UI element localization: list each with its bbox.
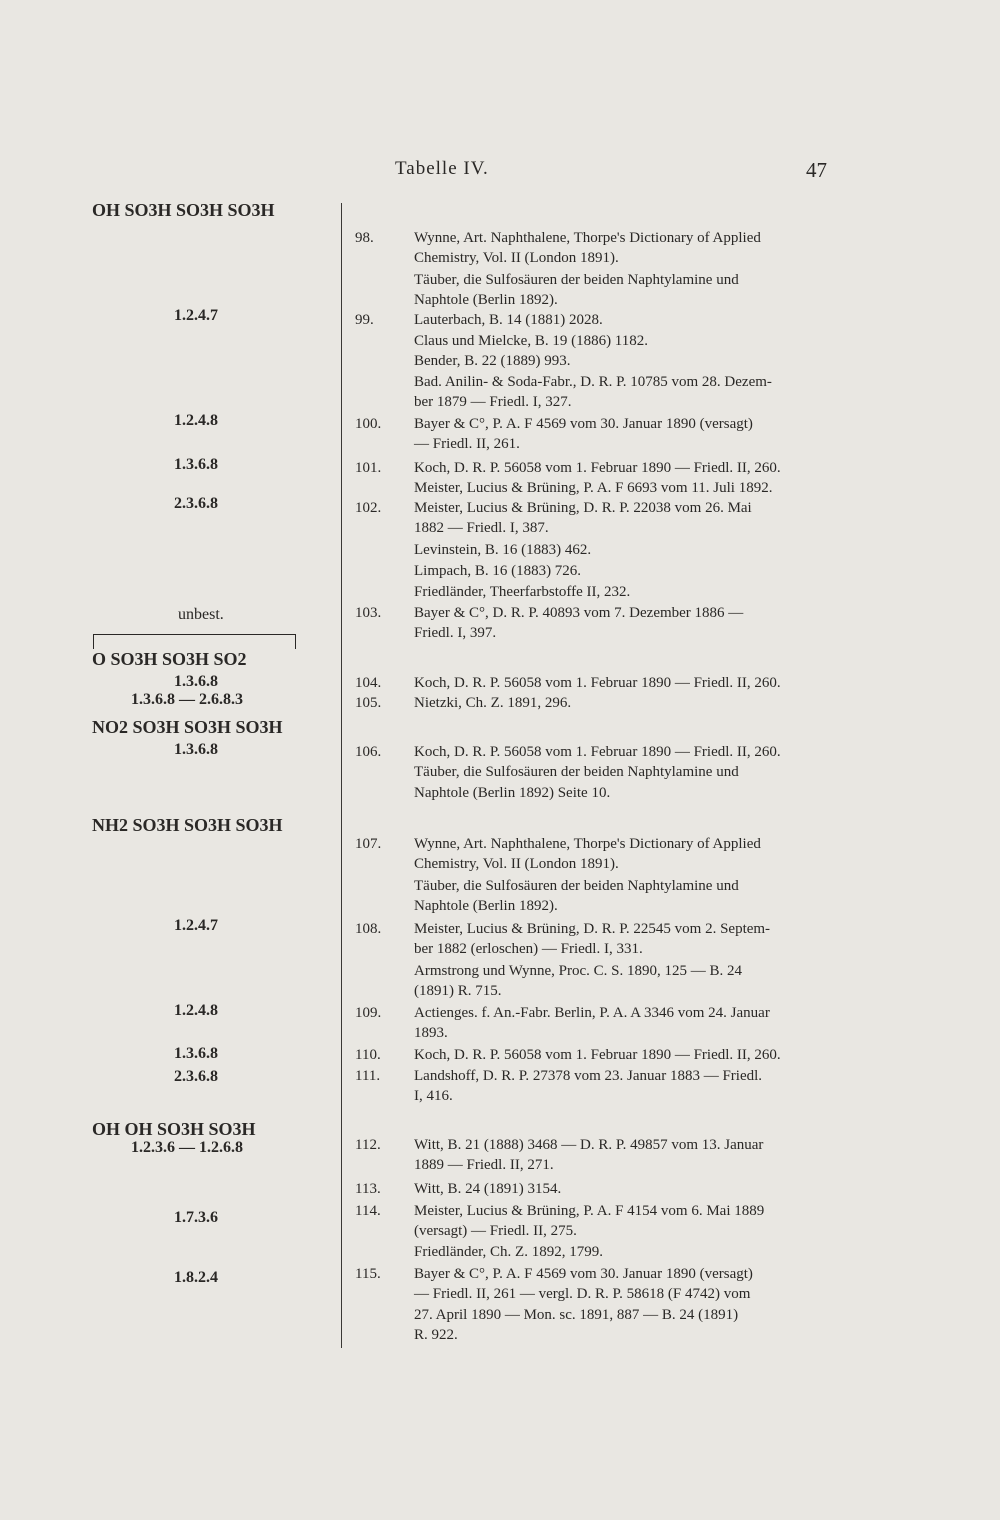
running-header-title: Tabelle IV. bbox=[395, 158, 489, 179]
reference-text: Bayer & C°, P. A. F 4569 vom 30. Januar 1890 (versagt) bbox=[414, 1266, 753, 1282]
reference-line bbox=[355, 310, 603, 330]
reference-text: Nietzki, Ch. Z. 1891, 296. bbox=[414, 695, 572, 711]
reference-line bbox=[355, 693, 571, 713]
reference-text: Täuber, die Sulfosäuren der beiden Naphtylamine und bbox=[414, 764, 739, 780]
left-entry: 1.3.6.8 bbox=[174, 673, 218, 690]
reference-text: Meister, Lucius & Brüning, D. R. P. 22545 vom 2. Septem- bbox=[414, 921, 771, 937]
left-entry: 2.3.6.8 bbox=[174, 495, 218, 512]
left-entry: 1.2.4.8 bbox=[174, 412, 218, 429]
reference-line bbox=[355, 351, 570, 371]
reference-text: Bayer & C°, P. A. F 4569 vom 30. Januar 1890 (versagt) bbox=[414, 416, 753, 432]
reference-text: — Friedl. II, 261 — vergl. D. R. P. 58618 (F 4742) vom bbox=[414, 1286, 751, 1302]
left-entry: OH OH SO3H SO3H bbox=[92, 1119, 256, 1139]
reference-line bbox=[355, 1066, 762, 1086]
left-entry: 1.3.6.8 bbox=[174, 741, 218, 758]
reference-line bbox=[355, 582, 630, 602]
left-entry: 2.3.6.8 bbox=[174, 1068, 218, 1085]
reference-text: Landshoff, D. R. P. 27378 vom 23. Januar 1883 — Friedl. bbox=[414, 1068, 763, 1084]
reference-text: — Friedl. II, 261. bbox=[414, 436, 520, 452]
reference-line bbox=[355, 372, 772, 392]
reference-text: Täuber, die Sulfosäuren der beiden Naphtylamine und bbox=[414, 878, 739, 894]
left-entry: 1.2.4.7 bbox=[174, 917, 218, 934]
left-entry: NH2 SO3H SO3H SO3H bbox=[92, 815, 283, 835]
left-entry: 1.7.3.6 bbox=[174, 1209, 218, 1226]
reference-text: Lauterbach, B. 14 (1881) 2028. bbox=[414, 312, 603, 328]
reference-line bbox=[355, 1086, 453, 1106]
reference-line bbox=[355, 623, 496, 643]
reference-text: Wynne, Art. Naphthalene, Thorpe's Dictionary of Applied bbox=[414, 836, 761, 852]
reference-line bbox=[355, 673, 781, 693]
reference-text: Friedländer, Theerfarbstoffe II, 232. bbox=[414, 584, 631, 600]
reference-line bbox=[355, 762, 739, 782]
reference-text: ber 1879 — Friedl. I, 327. bbox=[414, 394, 572, 410]
reference-line bbox=[355, 876, 739, 896]
reference-line bbox=[355, 1135, 763, 1155]
reference-text: Chemistry, Vol. II (London 1891). bbox=[414, 250, 619, 266]
reference-text: 27. April 1890 — Mon. sc. 1891, 887 — B. 24 (1891) bbox=[414, 1307, 739, 1323]
reference-text: (1891) R. 715. bbox=[414, 983, 502, 999]
reference-line bbox=[355, 1264, 753, 1284]
reference-line bbox=[355, 1325, 458, 1345]
reference-number: 102. bbox=[355, 500, 382, 516]
reference-line bbox=[355, 434, 520, 454]
left-entry: O SO3H SO3H SO2 bbox=[92, 649, 247, 669]
reference-text: Koch, D. R. P. 56058 vom 1. Februar 1890 — Friedl. II, 260. bbox=[414, 1047, 781, 1063]
reference-line bbox=[355, 1045, 781, 1065]
reference-line bbox=[355, 392, 571, 412]
reference-text: Meister, Lucius & Brüning, D. R. P. 22038 vom 26. Mai bbox=[414, 500, 752, 516]
reference-number: 100. bbox=[355, 416, 382, 432]
reference-line bbox=[355, 603, 743, 623]
reference-number: 101. bbox=[355, 460, 382, 476]
reference-text: Koch, D. R. P. 56058 vom 1. Februar 1890 — Friedl. II, 260. bbox=[414, 675, 781, 691]
left-entry: 1.2.4.7 bbox=[174, 307, 218, 324]
reference-line bbox=[355, 478, 772, 498]
reference-text: 1889 — Friedl. II, 271. bbox=[414, 1157, 554, 1173]
left-entry: OH SO3H SO3H SO3H bbox=[92, 200, 275, 220]
reference-line bbox=[355, 742, 781, 762]
reference-text: Friedl. I, 397. bbox=[414, 625, 497, 641]
reference-text: ber 1882 (erloschen) — Friedl. I, 331. bbox=[414, 941, 643, 957]
reference-text: Bad. Anilin- & Soda-Fabr., D. R. P. 10785 vom 28. Dezem- bbox=[414, 374, 772, 390]
reference-number: 103. bbox=[355, 605, 382, 621]
reference-text: Wynne, Art. Naphthalene, Thorpe's Dictionary of Applied bbox=[414, 230, 761, 246]
reference-number: 114. bbox=[355, 1203, 381, 1219]
reference-line bbox=[355, 228, 761, 248]
reference-text: Naphtole (Berlin 1892). bbox=[414, 898, 558, 914]
reference-text: Claus und Mielcke, B. 19 (1886) 1182. bbox=[414, 333, 649, 349]
reference-line bbox=[355, 518, 549, 538]
left-entry: 1.2.3.6 — 1.2.6.8 bbox=[131, 1139, 243, 1156]
reference-text: I, 416. bbox=[414, 1088, 453, 1104]
reference-line bbox=[355, 783, 610, 803]
ring-bracket bbox=[93, 634, 296, 649]
reference-number: 113. bbox=[355, 1181, 381, 1197]
reference-line bbox=[355, 561, 581, 581]
reference-text: Friedländer, Ch. Z. 1892, 1799. bbox=[414, 1244, 603, 1260]
reference-line bbox=[355, 1179, 561, 1199]
left-entry: 1.2.4.8 bbox=[174, 1002, 218, 1019]
reference-text: 1882 — Friedl. I, 387. bbox=[414, 520, 549, 536]
reference-text: Actienges. f. An.-Fabr. Berlin, P. A. A 3346 vom 24. Januar bbox=[414, 1005, 770, 1021]
reference-text: Chemistry, Vol. II (London 1891). bbox=[414, 856, 619, 872]
reference-number: 104. bbox=[355, 675, 382, 691]
reference-text: Koch, D. R. P. 56058 vom 1. Februar 1890 — Friedl. II, 260. bbox=[414, 744, 781, 760]
reference-text: Bayer & C°, D. R. P. 40893 vom 7. Dezember 1886 — bbox=[414, 605, 744, 621]
reference-line bbox=[355, 981, 502, 1001]
left-entry: 1.3.6.8 bbox=[174, 1045, 218, 1062]
reference-text: Naphtole (Berlin 1892). bbox=[414, 292, 558, 308]
reference-text: R. 922. bbox=[414, 1327, 458, 1343]
left-entry: 1.8.2.4 bbox=[174, 1269, 218, 1286]
reference-number: 109. bbox=[355, 1005, 382, 1021]
reference-number: 105. bbox=[355, 695, 382, 711]
reference-line bbox=[355, 331, 648, 351]
reference-number: 110. bbox=[355, 1047, 381, 1063]
reference-text: Täuber, die Sulfosäuren der beiden Naphtylamine und bbox=[414, 272, 739, 288]
reference-number: 112. bbox=[355, 1137, 381, 1153]
reference-number: 98. bbox=[355, 230, 374, 246]
reference-text: Witt, B. 21 (1888) 3468 — D. R. P. 49857 vom 13. Januar bbox=[414, 1137, 764, 1153]
reference-line bbox=[355, 1305, 738, 1325]
page-number: 47 bbox=[806, 158, 827, 182]
reference-text: 1893. bbox=[414, 1025, 448, 1041]
column-divider bbox=[341, 203, 342, 1348]
reference-text: Koch, D. R. P. 56058 vom 1. Februar 1890 — Friedl. II, 260. bbox=[414, 460, 781, 476]
left-entry: 1.3.6.8 bbox=[174, 456, 218, 473]
reference-number: 108. bbox=[355, 921, 382, 937]
reference-line bbox=[355, 1155, 554, 1175]
reference-text: Limpach, B. 16 (1883) 726. bbox=[414, 563, 582, 579]
left-entry: unbest. bbox=[178, 606, 224, 623]
reference-line bbox=[355, 919, 770, 939]
reference-number: 106. bbox=[355, 744, 382, 760]
reference-line bbox=[355, 270, 739, 290]
reference-line bbox=[355, 1284, 750, 1304]
left-entry: NO2 SO3H SO3H SO3H bbox=[92, 717, 283, 737]
reference-line bbox=[355, 1201, 764, 1221]
reference-line bbox=[355, 498, 752, 518]
reference-text: Meister, Lucius & Brüning, P. A. F 4154 vom 6. Mai 1889 bbox=[414, 1203, 765, 1219]
reference-line bbox=[355, 248, 619, 268]
reference-line bbox=[355, 896, 558, 916]
reference-line bbox=[355, 1023, 448, 1043]
reference-number: 115. bbox=[355, 1266, 381, 1282]
reference-text: (versagt) — Friedl. II, 275. bbox=[414, 1223, 577, 1239]
reference-line bbox=[355, 854, 619, 874]
reference-text: Witt, B. 24 (1891) 3154. bbox=[414, 1181, 562, 1197]
reference-number: 111. bbox=[355, 1068, 381, 1084]
reference-number: 99. bbox=[355, 312, 374, 328]
left-entry: 1.3.6.8 — 2.6.8.3 bbox=[131, 691, 243, 708]
reference-text: Naphtole (Berlin 1892) Seite 10. bbox=[414, 785, 611, 801]
reference-text: Armstrong und Wynne, Proc. C. S. 1890, 125 — B. 24 bbox=[414, 963, 742, 979]
reference-line bbox=[355, 414, 753, 434]
reference-number: 107. bbox=[355, 836, 382, 852]
reference-line bbox=[355, 1242, 603, 1262]
reference-line bbox=[355, 290, 558, 310]
reference-line bbox=[355, 834, 761, 854]
reference-text: Meister, Lucius & Brüning, P. A. F 6693 vom 11. Juli 1892. bbox=[414, 480, 773, 496]
reference-line bbox=[355, 1221, 577, 1241]
reference-line bbox=[355, 1003, 770, 1023]
reference-line bbox=[355, 939, 643, 959]
reference-line bbox=[355, 540, 591, 560]
reference-text: Bender, B. 22 (1889) 993. bbox=[414, 353, 571, 369]
reference-text: Levinstein, B. 16 (1883) 462. bbox=[414, 542, 592, 558]
reference-line bbox=[355, 458, 781, 478]
reference-line bbox=[355, 961, 742, 981]
